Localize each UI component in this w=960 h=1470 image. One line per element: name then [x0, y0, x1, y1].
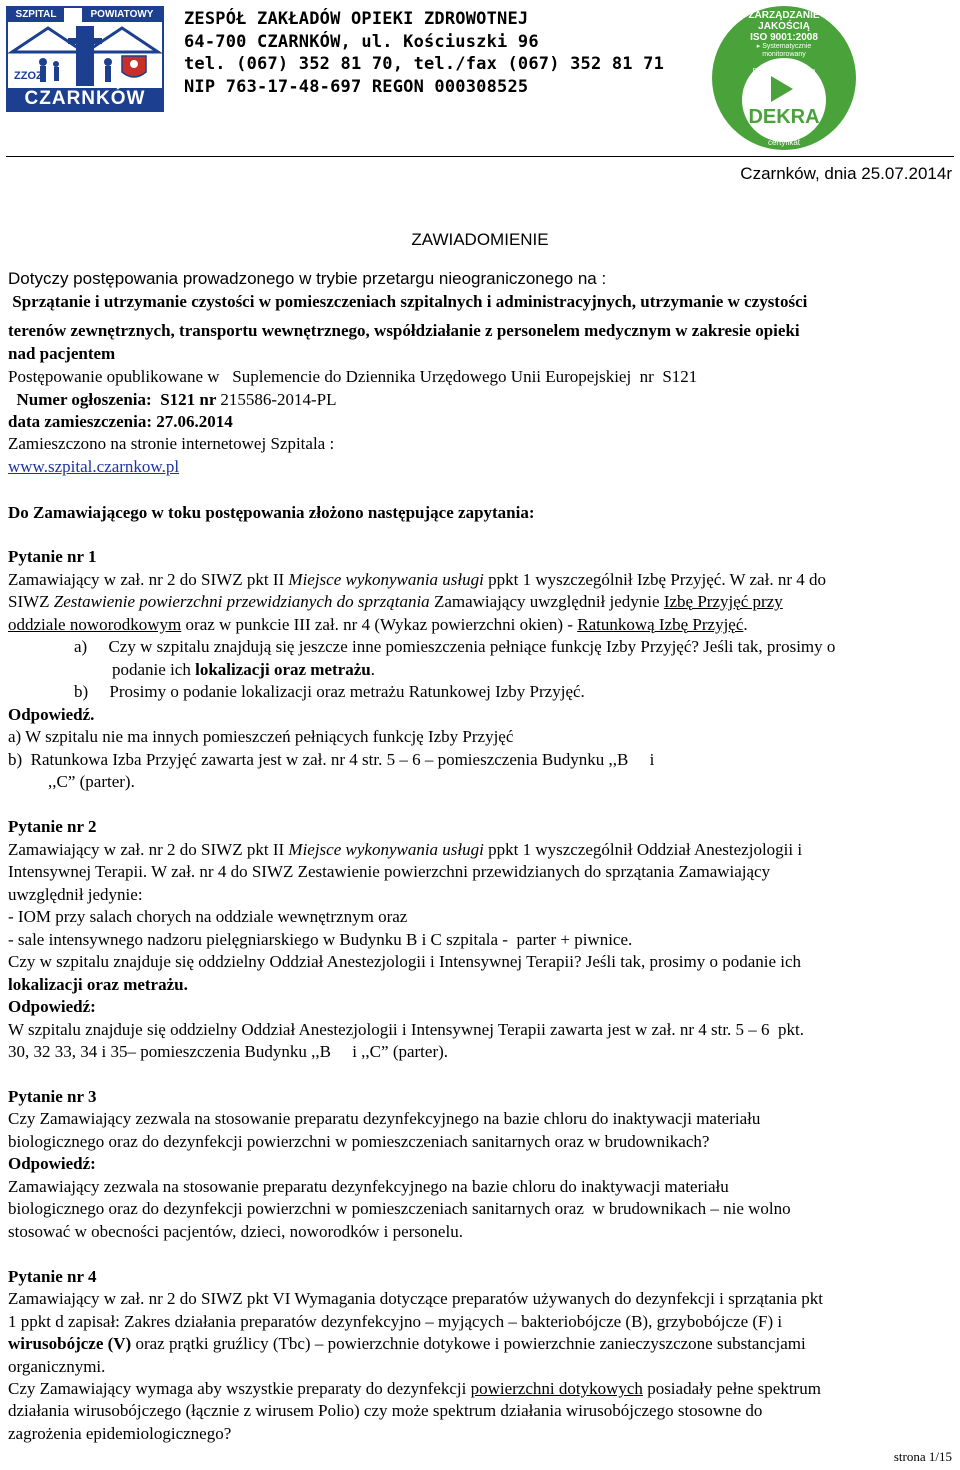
- question-heading: Pytanie nr 3: [8, 1087, 97, 1106]
- paragraph-line: 1 ppkt d zapisał: Zakres działania preparatów dezynfekcyjno – myjących – bakteriobójcze (B), grzybobójcze (F) i: [8, 1312, 783, 1331]
- answer-heading: Odpowiedź:: [8, 1154, 96, 1173]
- notice-number-value: 215586-2014-PL: [220, 390, 337, 409]
- question-item-b: b) Prosimy o podanie lokalizacji oraz metrażu Ratunkowej Izby Przyjęć.: [74, 682, 585, 701]
- cert-footer: certyfikat: [767, 138, 800, 147]
- question-heading: Pytanie nr 2: [8, 817, 97, 836]
- answer-line: b) Ratunkowa Izba Przyjęć zawarta jest w zał. nr 4 str. 5 – 6 – pomieszczenia Budynku ,,B i: [8, 750, 655, 769]
- hospital-logo: [6, 6, 164, 112]
- cert-line: JAKOŚCIĄ: [758, 21, 810, 32]
- list-item: - sale intensywnego nadzoru pielęgniarskiego w Budynku B i C szpitala - parter + piwnice.: [8, 930, 633, 949]
- paragraph-line: Zamawiający w zał. nr 2 do SIWZ pkt II Miejsce wykonywania usługi ppkt 1 wyszczególnił Izbę Przyjęć. W zał. nr 4 do: [8, 570, 826, 589]
- logo-label-powiatowy: POWIATOWY: [82, 8, 162, 22]
- paragraph-line: zagrożenia epidemiologicznego?: [8, 1424, 232, 1443]
- address-line: NIP 763-17-48-697 REGON 000308525: [184, 76, 529, 97]
- paragraph-line: wirusobójcze (V) oraz prątki gruźlicy (Tbc) – powierzchnie dotykowe i powierzchnie zanieczyszczone substancjami: [8, 1334, 806, 1353]
- paragraph-line: SIWZ Zestawienie powierzchni przewidzianych do sprzątania Zamawiający uwzględnił jedynie Izbę Przyjęć przy: [8, 592, 783, 611]
- cert-line: ▸ Systematycznie: [756, 43, 812, 50]
- cert-ring-text: DEKRA Certification: [752, 68, 816, 75]
- question-heading: Pytanie nr 4: [8, 1267, 97, 1286]
- iso-certification-badge: [709, 2, 859, 152]
- answer-line: Zamawiający zezwala na stosowanie preparatu dezynfekcyjnego na bazie chloru do inaktywacji materiału: [8, 1177, 729, 1196]
- paragraph-line: Czy Zamawiający wymaga aby wszystkie preparaty do dezynfekcji powierzchni dotykowych posiadały pełne spektrum: [8, 1379, 821, 1398]
- cert-line: ZARZĄDZANIE: [748, 10, 820, 21]
- question-item-a: a) Czy w szpitalu znajdują się jeszcze inne pomieszczenia pełniące funkcję Izby Przyjęć? Jeśli tak, prosimy o: [74, 637, 836, 656]
- answer-line: ,,C” (parter).: [48, 772, 135, 791]
- dekra-brand: DEKRA: [748, 106, 820, 128]
- paragraph-line: Czy w szpitalu znajduje się oddzielny Oddział Anestezjologii i Intensywnej Terapii? Jeśli tak, prosimy o podanie ich: [8, 952, 802, 971]
- publication-date-line: data zamieszczenia: 27.06.2014: [8, 412, 233, 431]
- paragraph-line: działania wirusobójczego (łącznie z wirusem Polio) czy może spektrum działania wirusobójczego stosowne do: [8, 1401, 763, 1420]
- answer-line: biologicznego oraz do dezynfekcji powierzchni w pomieszczeniach sanitarnych oraz w brudownikach – nie wolno: [8, 1199, 791, 1218]
- answer-line: stosować w obecności pacjentów, dzieci, noworodków i personelu.: [8, 1222, 463, 1241]
- paragraph-line: organicznymi.: [8, 1357, 106, 1376]
- document-date: Czarnków, dnia 25.07.2014r: [740, 164, 952, 183]
- address-line: ZESPÓŁ ZAKŁADÓW OPIEKI ZDROWOTNEJ: [184, 9, 529, 29]
- website-label: Zamieszczono na stronie internetowej Szpitala :: [8, 434, 335, 453]
- logo-label-szpital: SZPITAL: [8, 8, 64, 22]
- paragraph-line: oddziale noworodkowym oraz w punkcie III zał. nr 4 (Wykaz powierzchni okien) - Ratunkową Izbę Przyjęć.: [8, 615, 748, 634]
- subject-title-line: nad pacjentem: [8, 344, 116, 363]
- paragraph-line: lokalizacji oraz metrażu.: [8, 975, 188, 994]
- cert-line: monitorowany: [762, 51, 806, 58]
- subject-title-line: Sprzątanie i utrzymanie czystości w pomieszczeniach szpitalnych i administracyjnych, utrzymanie w czystości: [8, 292, 808, 311]
- logo-label-zzoz: ZZOZ: [14, 70, 43, 82]
- answer-line: W szpitalu znajduje się oddzielny Oddział Anestezjologii i Intensywnej Terapii zawarta jest w zał. nr 4 str. 5 – 6 pkt.: [8, 1020, 805, 1039]
- questions-intro: Do Zamawiającego w toku postępowania złożono następujące zapytania:: [8, 503, 535, 522]
- list-item: - IOM przy salach chorych na oddziale wewnętrznym oraz: [8, 907, 408, 926]
- paragraph-line: Intensywnej Terapii. W zał. nr 4 do SIWZ Zestawienie powierzchni przewidzianych do sprzątania Zamawiający: [8, 862, 771, 881]
- logo-label-czarnkow: CZARNKÓW: [8, 88, 162, 110]
- paragraph-line: uwzględnił jedynie:: [8, 885, 143, 904]
- paragraph-line: biologicznego oraz do dezynfekcji powierzchni w pomieszczeniach sanitarnych oraz w brudownikach?: [8, 1132, 710, 1151]
- hospital-website-link[interactable]: www.szpital.czarnkow.pl: [8, 457, 180, 476]
- address-line: 64-700 CZARNKÓW, ul. Kościuszki 96: [184, 31, 539, 52]
- answer-line: 30, 32 33, 34 i 35– pomieszczenia Budynku ,,B i ,,C” (parter).: [8, 1042, 449, 1061]
- answer-heading: Odpowiedź.: [8, 705, 95, 724]
- question-item-a-cont: podanie ich lokalizacji oraz metrażu.: [112, 660, 375, 679]
- answer-heading: Odpowiedź:: [8, 997, 96, 1016]
- address-line: tel. (067) 352 81 70, tel./fax (067) 352 81 71: [184, 54, 665, 74]
- institution-address: [184, 8, 664, 98]
- notice-number-label: Numer ogłoszenia: S121 nr: [8, 390, 221, 409]
- paragraph-line: Zamawiający w zał. nr 2 do SIWZ pkt II Miejsce wykonywania usługi ppkt 1 wyszczególnił Oddział Anestezjologii i: [8, 840, 803, 859]
- paragraph-line: Czy Zamawiający zezwala na stosowanie preparatu dezynfekcyjnego na bazie chloru do inaktywacji materiału: [8, 1109, 761, 1128]
- answer-line: a) W szpitalu nie ma innych pomieszczeń pełniących funkcję Izby Przyjęć: [8, 727, 514, 746]
- document-title: ZAWIADOMIENIE: [411, 230, 549, 249]
- notice-number-line: [8, 389, 337, 412]
- header-divider: [6, 156, 954, 157]
- page-number: strona 1/15: [893, 1449, 952, 1464]
- subject-title-line: terenów zewnętrznych, transportu wewnętrznego, współdziałanie z personelem medycznym w zakresie opieki: [8, 321, 800, 340]
- question-heading: Pytanie nr 1: [8, 547, 97, 566]
- paragraph-line: Zamawiający w zał. nr 2 do SIWZ pkt VI Wymagania dotyczące preparatów używanych do dezynfekcji i sprzątania pkt: [8, 1289, 823, 1308]
- subject-line: Dotyczy postępowania prowadzonego w trybie przetargu nieograniczonego na :: [8, 269, 607, 288]
- cert-line: ISO 9001:2008: [750, 32, 818, 43]
- publication-line: Postępowanie opublikowane w Suplemencie do Dziennika Urzędowego Unii Europejskiej nr S121: [8, 367, 698, 386]
